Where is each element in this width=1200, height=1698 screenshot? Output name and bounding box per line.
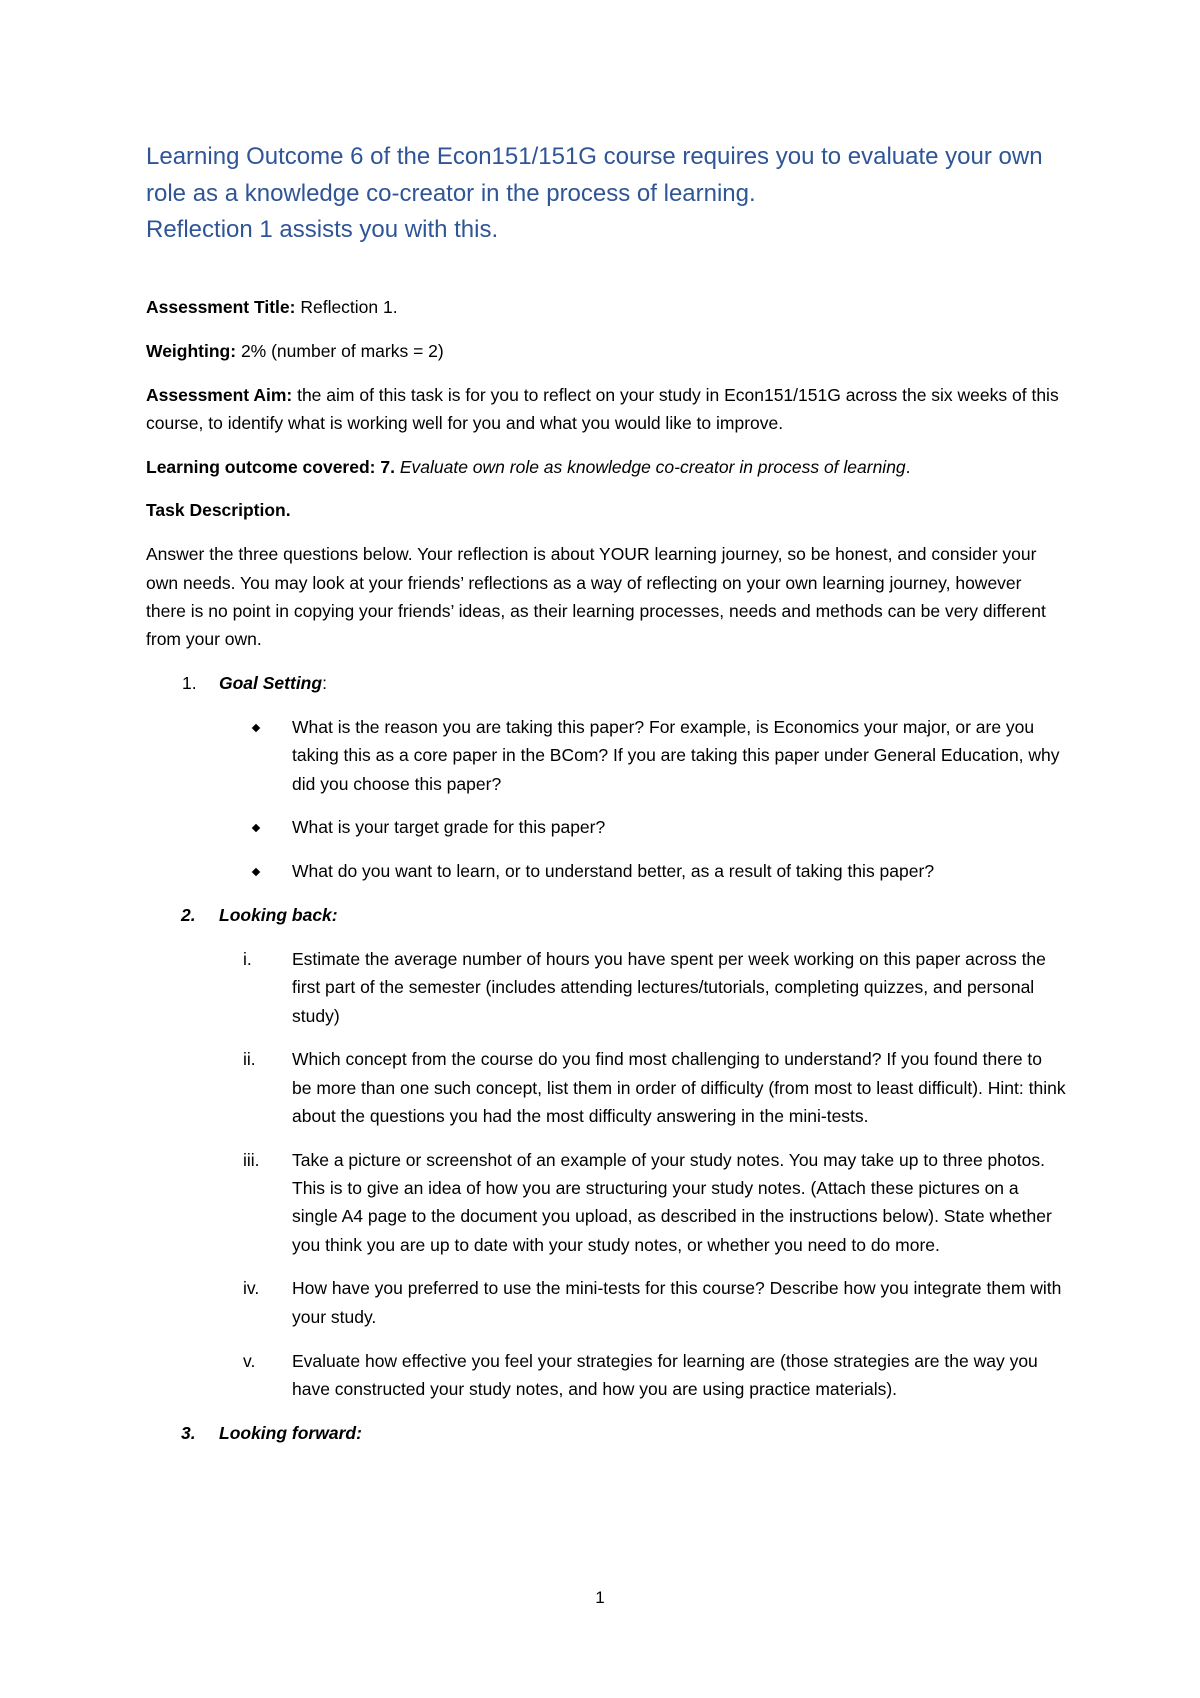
- question-1-bullet-2-text: What is your target grade for this paper?: [292, 817, 606, 838]
- question-2-title: Looking back:: [219, 904, 338, 925]
- intro-heading: [146, 139, 1086, 249]
- question-2-item-iii-text: Take a picture or screenshot of an example of your study notes. You may take up to three photos. This is to give an idea of how you are structuring your study notes. (Attach these pictures on a single A4 page to the document you upload, as described in the instructions below). State whether you think you are up to date with your study notes, or whether you need to do more.: [292, 1149, 1052, 1255]
- question-2-item-v-marker: v.: [243, 1350, 256, 1371]
- question-2-number: 2.: [181, 904, 196, 925]
- weighting: [146, 337, 1066, 365]
- learning-outcome-label: Learning outcome covered: 7.: [146, 456, 395, 477]
- assessment-aim: [146, 381, 1066, 438]
- page-number: 1: [595, 1588, 605, 1607]
- task-description-label: Task Description.: [146, 500, 291, 521]
- assessment-aim-value: the aim of this task is for you to reflect on your study in Econ151/151G across the six weeks of this course, to identify what is working well for you and what you would like to improve.: [146, 384, 1059, 433]
- question-1-number: 1.: [182, 672, 197, 693]
- question-3-number: 3.: [181, 1422, 196, 1443]
- question-1-bullet-1-text: What is the reason you are taking this paper? For example, is Economics your major, or are you taking this as a core paper in the BCom? If you are taking this paper under General Education, why did you choose this paper?: [292, 716, 1060, 794]
- question-2-item-v-text: Evaluate how effective you feel your strategies for learning are (those strategies are the way you have constructed your study notes, and how you are using practice materials).: [292, 1350, 1038, 1399]
- question-1-bullet-1: [146, 713, 1066, 798]
- assessment-title-value: Reflection 1.: [295, 297, 398, 317]
- task-description-text: Answer the three questions below. Your reflection is about YOUR learning journey, so be honest, and consider your own needs. You may look at your friends’ reflections as a way of reflecting on your own learning journey, however there is no point in copying your friends’ ideas, as their learning processes, needs and methods can be very different from your own.: [146, 544, 1046, 650]
- question-2-item-v: [146, 1347, 1066, 1404]
- intro-heading-line-3: Reflection 1 assists you with this.: [146, 216, 499, 243]
- question-2-item-i-text: Estimate the average number of hours you have spent per week working on this paper across the first part of the semester (includes attending lectures/tutorials, completing quizzes, and personal study): [292, 948, 1046, 1026]
- question-2-item-iv-marker: iv.: [243, 1278, 260, 1299]
- question-3-title: Looking forward:: [219, 1422, 362, 1443]
- document-body: [146, 293, 1066, 1463]
- question-2-item-i: [146, 945, 1066, 1030]
- question-2-item-iv-text: How have you preferred to use the mini-tests for this course? Describe how you integrate them with your study.: [292, 1278, 1062, 1327]
- question-1-title: Goal Setting: [219, 672, 323, 693]
- learning-outcome: [146, 453, 1066, 481]
- intro-heading-line-1: Learning Outcome 6 of the Econ151/151G course requires you to evaluate your own: [146, 143, 1043, 170]
- question-3-heading: [146, 1419, 1066, 1447]
- intro-heading-line-2: role as a knowledge co-creator in the process of learning.: [146, 179, 756, 207]
- question-1-bullet-3-text: What do you want to learn, or to understand better, as a result of taking this paper?: [292, 861, 935, 882]
- question-2-item-iii-marker: iii.: [243, 1149, 260, 1170]
- assessment-title: [146, 293, 1066, 321]
- question-2-item-iii: [146, 1146, 1066, 1259]
- question-2-item-iv: [146, 1274, 1066, 1331]
- diamond-bullet-icon: [252, 868, 260, 876]
- question-1-bullet-3: [146, 857, 1066, 885]
- assessment-title-label: Assessment Title:: [146, 297, 296, 317]
- question-1-heading: [146, 669, 1066, 697]
- question-1-suffix: :: [322, 672, 327, 693]
- question-2-item-ii: [146, 1045, 1066, 1130]
- question-2-item-ii-text: Which concept from the course do you find most challenging to understand? If you found there to be more than one such concept, list them in order of difficulty (from most to least difficult). Hint: think about the questions you had the most difficulty answering in the mini-tests.: [292, 1049, 1066, 1126]
- learning-outcome-value: Evaluate own role as knowledge co-creator in process of learning: [399, 456, 906, 477]
- weighting-label: Weighting:: [146, 340, 237, 361]
- question-2-item-ii-marker: ii.: [243, 1049, 256, 1070]
- learning-outcome-end: .: [905, 456, 911, 477]
- diamond-bullet-icon: [252, 724, 260, 732]
- weighting-value: 2% (number of marks = 2): [236, 340, 444, 361]
- question-2-heading: [146, 901, 1066, 929]
- diamond-bullet-icon: [252, 824, 260, 832]
- question-1-bullet-2: [146, 813, 1066, 841]
- question-2-item-i-marker: i.: [243, 948, 252, 969]
- assessment-aim-label: Assessment Aim:: [146, 384, 293, 405]
